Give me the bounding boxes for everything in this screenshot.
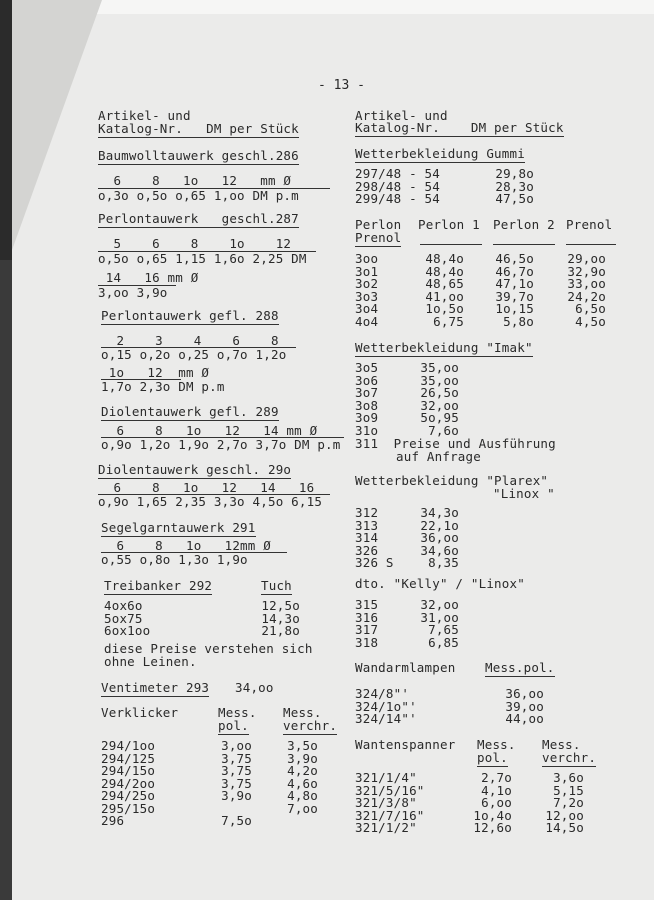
gummi-cell: 297/48 - 54 [355,166,440,181]
ventimeter-title: Ventimeter 293 [101,680,210,695]
wanten-cell: 321/7/16" [355,807,425,823]
perlon-cell: 6,5o [575,301,606,316]
kelly-cell: 316 [355,609,379,625]
right-header-line1: Artikel- und [355,108,448,123]
wandarm-cell: 39,oo [505,698,544,714]
verklicker-h2a: Mess. [283,705,322,720]
gummi-cell: 47,5o [495,191,534,206]
wanten-cell: 1o,4o [473,807,512,823]
baumwoll-prices: o,3o o,5o o,65 1,oo DM p.m [98,188,299,203]
perlon-h3: Perlon 2 [493,217,555,232]
wanten-cell: 5,15 [553,782,584,798]
ventimeter-section [101,682,209,695]
perlon-cell: 29,oo [567,251,606,266]
perlon287-section [98,213,299,226]
perlon-h1b-text: Prenol [355,230,402,245]
divider [566,244,616,245]
perlon287-sizes2: 14 16 mm Ø [98,270,199,285]
verklicker-cell: 294/2oo [101,775,156,791]
wanten-h2a: Mess. [542,737,581,752]
wanten-cell: 4,1o [481,782,512,798]
wandarm-col [485,662,555,675]
wanten-cell: 3,6o [553,770,584,785]
wanten-h2b-text: verchr. [542,750,597,765]
wanten-h1b-text: pol. [477,750,508,765]
verklicker-cell: 7,oo [287,800,318,816]
perlon-cell: 32,9o [567,263,606,279]
plarex-cell: 34,3o [420,505,459,520]
gummi-section [355,148,525,161]
kelly-cell: 32,oo [420,597,459,612]
perlon287-prices1: o,5o o,65 1,15 1,6o 2,25 DM [98,251,307,266]
plarex-cell: 313 [355,517,379,533]
left-header-text: Katalog-Nr. DM per Stück [98,121,299,136]
imak-311-line1: 311 Preise und Ausführung [355,436,556,451]
wanten-cell: 7,2o [553,795,584,810]
perlon287-sizes1: 5 6 8 1o 12 [98,236,292,251]
verklicker-h1b [218,720,249,733]
wanten-cell: 2,7o [481,770,512,785]
plarex-cell: 36,oo [420,530,459,545]
treibanker-section [104,580,212,593]
treibanker-cell: 21,8o [261,623,300,638]
diolen290-sizes: 6 8 1o 12 14 16 [98,480,315,495]
perlon-cell: 1o,15 [495,301,534,316]
plarex-cell: 326 S [355,555,394,570]
wandarm-cell: 324/8"' [355,686,410,701]
imak-cell: 31o [355,422,379,438]
perlon288-section [101,310,279,323]
perlon288-title: Perlontauwerk gefl. 288 [101,308,279,323]
gummi-cell: 298/48 - 54 [355,178,440,194]
treibanker-note1: diese Preise verstehen sich [104,641,313,656]
wanten-h2b [542,752,596,765]
baumwoll-sizes: 6 8 1o 12 mm Ø [98,173,292,188]
segelgarn-prices: o,55 o,8o 1,3o 1,9o [101,552,248,567]
plarex-cell: 34,6o [420,542,459,558]
perlon-cell: 48,4o [425,251,464,266]
left-header-line2 [98,123,299,136]
perlon288-sizes1: 2 3 4 6 8 [101,333,279,348]
perlon-cell: 4,5o [575,313,606,329]
diolen290-section [98,464,291,477]
perlon-cell: 3o3 [355,288,379,304]
kelly-cell: 6,85 [428,634,459,650]
imak-title: Wetterbekleidung "Imak" [355,340,533,355]
perlon-h4: Prenol [566,217,613,232]
perlon288-sizes2: 1o 12 mm Ø [101,365,210,380]
diolen290-prices: o,9o 1,65 2,35 3,3o 4,5o 6,15 [98,494,323,509]
perlon287-prices2: 3,oo 3,9o [98,285,168,300]
verklicker-title: Verklicker [101,705,179,720]
right-header-line2 [355,122,564,135]
imak-cell: 3o7 [355,385,379,400]
perlon-cell: 46,7o [495,263,534,279]
treibanker-cell: 5ox75 [104,610,143,626]
plarex-cell: 314 [355,530,379,545]
verklicker-cell: 3,9o [287,750,318,766]
diolen290-title: Diolentauwerk geschl. 29o [98,462,292,477]
treibanker-cell: 14,3o [261,610,300,626]
plarex-cell: 8,35 [428,555,459,570]
divider [420,244,482,245]
perlon-h1b [355,232,401,245]
wanten-cell: 321/3/8" [355,795,417,810]
left-header-line1: Artikel- und [98,108,191,123]
perlon-cell: 47,1o [495,276,534,291]
verklicker-cell: 4,6o [287,775,318,791]
imak-section [355,342,533,355]
page-top-edge [12,0,654,14]
wandarm-cell: 324/14"' [355,711,417,726]
diolen289-section [101,406,279,419]
wandarm-cell: 44,oo [505,711,544,726]
perlon-cell: 46,5o [495,251,534,266]
perlon-cell: 5,8o [503,313,534,329]
imak-cell: 3o9 [355,410,379,425]
right-header-text: Katalog-Nr. DM per Stück [355,120,564,135]
diolen289-sizes: 6 8 1o 12 14 mm Ø [101,423,318,438]
perlon288-prices2: 1,7o 2,3o DM p.m [101,379,225,394]
perlon-cell: 24,2o [567,288,606,304]
imak-cell: 32,oo [420,397,459,413]
verklicker-h1b-text: pol. [218,718,249,733]
verklicker-cell: 294/125 [101,750,156,766]
kelly-cell: 7,65 [428,622,459,637]
baumwoll-title: Baumwolltauwerk geschl.286 [98,148,299,163]
treibanker-title: Treibanker 292 [104,578,213,593]
verklicker-cell: 4,2o [287,763,318,778]
kelly-cell: 318 [355,634,379,650]
perlon-cell: 39,7o [495,288,534,304]
wanten-cell: 321/1/4" [355,770,417,785]
segelgarn-sizes: 6 8 1o 12mm Ø [101,538,271,553]
segelgarn-section [101,522,256,535]
verklicker-h2b-text: verchr. [283,718,338,733]
imak-cell: 5o,95 [420,410,459,425]
wanten-cell: 12,6o [473,820,512,835]
perlon-cell: 48,4o [425,263,464,279]
treibanker-note2: ohne Leinen. [104,654,197,669]
plarex-cell: 22,1o [420,517,459,533]
perlon-cell: 33,oo [567,276,606,291]
wanten-cell: 12,oo [545,807,584,823]
wanten-title: Wantenspanner [355,737,456,752]
verklicker-cell: 7,5o [221,813,252,828]
perlon-cell: 41,oo [425,288,464,304]
segelgarn-title: Segelgarntauwerk 291 [101,520,256,535]
wandarm-title: Wandarmlampen [355,660,456,675]
perlon-cell: 3o2 [355,276,379,291]
verklicker-h1a: Mess. [218,705,257,720]
perlon-h1a: Perlon [355,217,402,232]
wanten-cell: 321/5/16" [355,782,425,798]
verklicker-cell: 295/15o [101,800,156,816]
imak-cell: 35,oo [420,372,459,388]
gummi-title: Wetterbekleidung Gummi [355,146,525,161]
imak-cell: 26,5o [420,385,459,400]
divider [493,244,555,245]
verklicker-cell: 3,9o [221,788,252,803]
plarex-title2: "Linox " [493,486,555,501]
wanten-h1a: Mess. [477,737,516,752]
perlon-cell: 4o4 [355,313,379,329]
wandarm-col-text: Mess.pol. [485,660,555,675]
perlon287-title: Perlontauwerk geschl.287 [98,211,299,226]
ventimeter-price: 34,oo [235,680,274,695]
imak-cell: 3o8 [355,397,379,413]
perlon-cell: 3oo [355,251,379,266]
wandarm-cell: 36,oo [505,686,544,701]
wanten-h1b [477,752,508,765]
plarex-cell: 312 [355,505,379,520]
perlon-h2: Perlon 1 [418,217,480,232]
perlon-cell: 3o4 [355,301,379,316]
verklicker-cell: 3,5o [287,738,318,753]
page-number: - 13 - [318,78,365,93]
perlon-cell: 3o1 [355,263,379,279]
gummi-cell: 28,3o [495,178,534,194]
verklicker-cell: 294/1oo [101,738,156,753]
baumwoll-section [98,150,299,163]
gummi-cell: 299/48 - 54 [355,191,440,206]
wandarm-cell: 324/1o"' [355,698,417,714]
imak-cell: 7,6o [428,422,459,438]
kelly-cell: 31,oo [420,609,459,625]
plarex-cell: 326 [355,542,379,558]
diolen289-title: Diolentauwerk gefl. 289 [101,404,279,419]
treibanker-col-tuch-text: Tuch [261,578,292,593]
kelly-title: dto. "Kelly" / "Linox" [355,576,525,591]
verklicker-cell: 3,75 [221,750,252,766]
wanten-cell: 6,oo [481,795,512,810]
imak-311-line2: auf Anfrage [396,449,481,464]
verklicker-cell: 3,75 [221,775,252,791]
imak-cell: 3o6 [355,372,379,388]
perlon-cell: 48,65 [425,276,464,291]
diolen289-prices: o,9o 1,2o 1,9o 2,7o 3,7o DM p.m [101,437,341,452]
verklicker-cell: 296 [101,813,125,828]
wanten-cell: 14,5o [545,820,584,835]
treibanker-cell: 4ox6o [104,598,143,613]
fold-shadow [0,0,12,260]
verklicker-cell: 3,75 [221,763,252,778]
verklicker-h2b [283,720,337,733]
treibanker-cell: 6ox1oo [104,623,151,638]
treibanker-col-tuch [261,580,292,593]
verklicker-cell: 294/25o [101,788,156,803]
verklicker-cell: 4,8o [287,788,318,803]
perlon-cell: 6,75 [433,313,464,329]
plarex-title: Wetterbekleidung "Plarex" [355,473,549,488]
kelly-cell: 317 [355,622,379,637]
verklicker-cell: 294/15o [101,763,156,778]
verklicker-cell: 3,oo [221,738,252,753]
imak-cell: 3o5 [355,360,379,375]
perlon-cell: 1o,5o [425,301,464,316]
wanten-cell: 321/1/2" [355,820,417,835]
kelly-cell: 315 [355,597,379,612]
perlon288-prices1: o,15 o,2o o,25 o,7o 1,2o [101,347,287,362]
gummi-cell: 29,8o [495,166,534,181]
folded-corner [12,0,102,250]
treibanker-cell: 12,5o [261,598,300,613]
imak-cell: 35,oo [420,360,459,375]
